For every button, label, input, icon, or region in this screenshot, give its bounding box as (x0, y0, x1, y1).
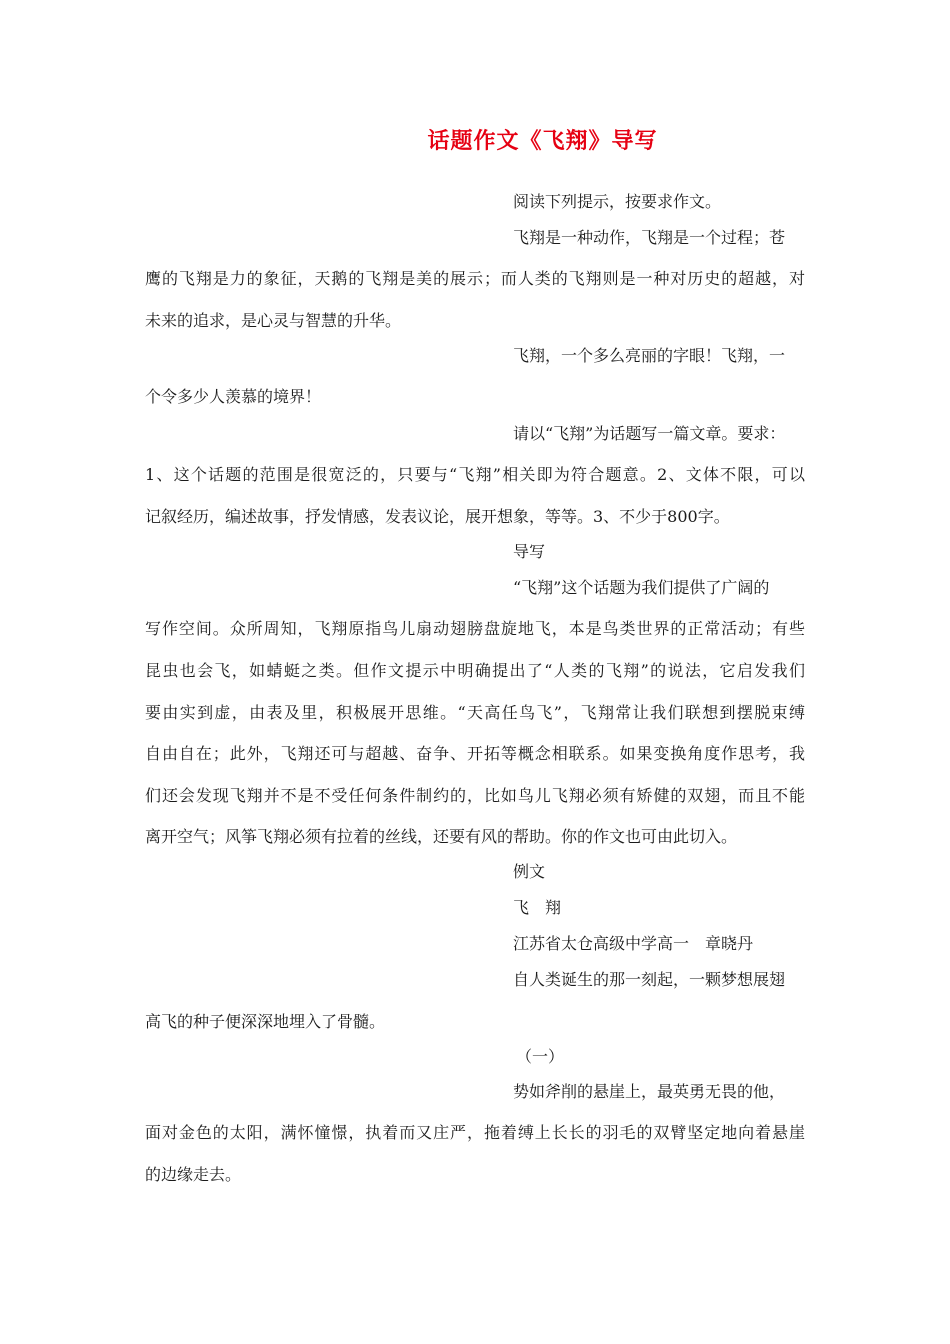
essay-line-1: 自人类诞生的那一刻起，一颗梦想展翅 (513, 970, 786, 989)
guide-line-6: 们还会发现飞翔并不是不受任何条件制约的，比如鸟儿飞翔必须有矫健的双翅，而且不能 (145, 786, 805, 805)
essay-line-5: 的边缘走去。 (145, 1165, 242, 1184)
prompt-line-4: 飞翔，一个多么亮丽的字眼！飞翔，一 (513, 346, 786, 365)
prompt-line-3: 未来的追求，是心灵与智慧的升华。 (145, 311, 402, 330)
essay-author: 江苏省太仓高级中学高一 章晓丹 (513, 934, 754, 953)
example-heading: 例文 (513, 862, 546, 881)
requirement-line-2: 1、这个话题的范围是很宽泛的，只要与“飞翔”相关即为符合题意。2、文体不限，可以 (145, 465, 805, 484)
prompt-line-1: 飞翔是一种动作，飞翔是一个过程；苍 (513, 228, 786, 247)
essay-line-4: 面对金色的太阳，满怀憧憬，执着而又庄严，拖着缚上长长的羽毛的双臂坚定地向着悬崖 (145, 1123, 805, 1142)
document-title: 话题作文《飞翔》导写 (427, 128, 658, 154)
prompt-line-2: 鹰的飞翔是力的象征，天鹅的飞翔是美的展示；而人类的飞翔则是一种对历史的超越，对 (145, 269, 805, 288)
requirement-line-3: 记叙经历，编述故事，抒发情感，发表议论，展开想象，等等。3、不少于800字。 (145, 507, 730, 526)
guide-heading: 导写 (513, 542, 546, 561)
guide-line-1: “飞翔”这个话题为我们提供了广阔的 (513, 578, 770, 597)
essay-line-2: 高飞的种子便深深地埋入了骨髓。 (145, 1012, 386, 1031)
guide-line-5: 自由自在；此外，飞翔还可与超越、奋争、开拓等概念相联系。如果变换角度作思考，我 (145, 744, 805, 763)
essay-title: 飞 翔 (513, 898, 562, 917)
guide-line-4: 要由实到虚，由表及里，积极展开思维。“天高任鸟飞”，飞翔常让我们联想到摆脱束缚 (145, 703, 805, 722)
prompt-line-5: 个令多少人羡慕的境界！ (145, 387, 322, 406)
section-marker: （一） (516, 1047, 565, 1066)
instruction-line: 阅读下列提示，按要求作文。 (513, 192, 722, 211)
guide-line-2: 写作空间。众所周知，飞翔原指鸟儿扇动翅膀盘旋地飞，本是鸟类世界的正常活动；有些 (145, 619, 805, 638)
requirement-line-1: 请以“飞翔”为话题写一篇文章。要求： (513, 424, 786, 443)
essay-line-3: 势如斧削的悬崖上，最英勇无畏的他， (513, 1082, 786, 1101)
guide-line-3: 昆虫也会飞，如蜻蜓之类。但作文提示中明确提出了“人类的飞翔”的说法，它启发我们 (145, 661, 805, 680)
guide-line-7: 离开空气；风筝飞翔必须有拉着的丝线，还要有风的帮助。你的作文也可由此切入。 (145, 827, 738, 846)
